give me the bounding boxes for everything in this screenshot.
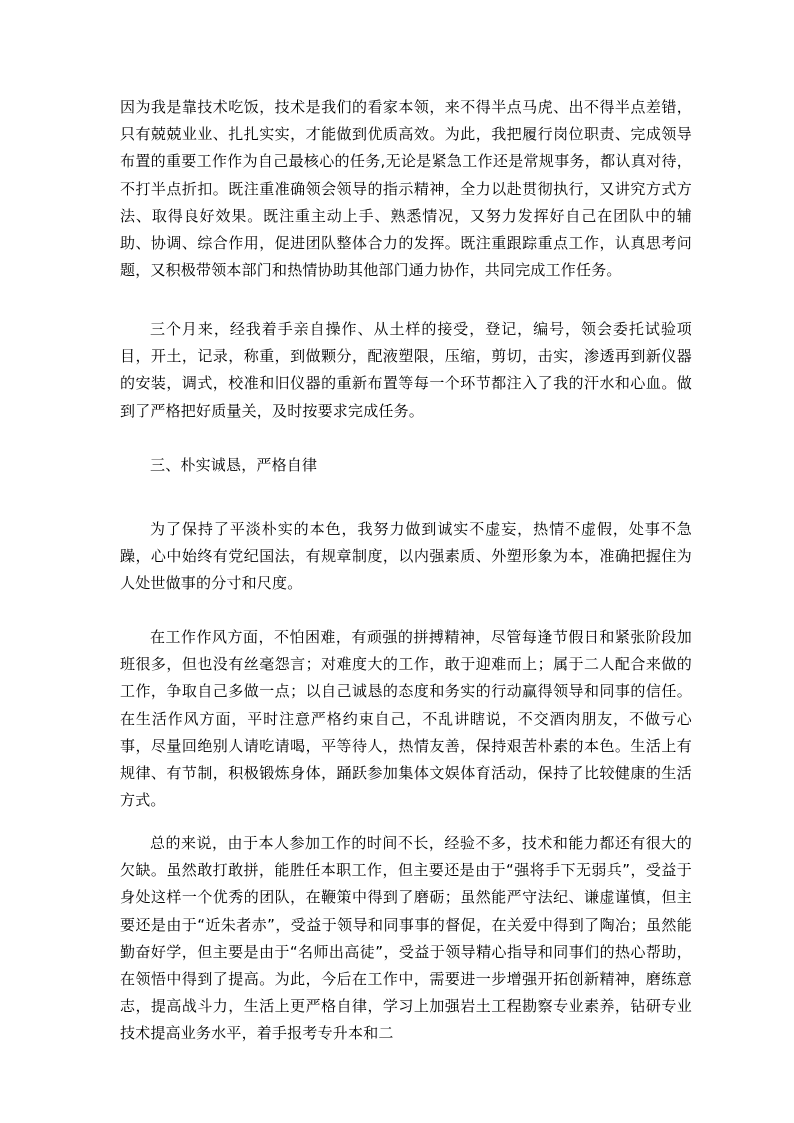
paragraph-5: 总的来说，由于本人参加工作的时间不长，经验不多，技术和能力都还有很大的欠缺。虽然敢打敢拼，能胜任本职工作，但主要还是由于“强将手下无弱兵”，受益于身处这样一个优秀的团队，在鞭策中得到了磨砺；虽然能严守法纪、谦虚谨慎，但主要还是由于“近朱者赤”，受益于领导和同事事的督促，在关爱中得到了陶冶；虽然能勤奋好学，但主要是由于“名师出高徒”，受益于领导精心指导和同事们的热心帮助，在领悟中得到了提高。为此，今后在工作中，需要进一步增强开拓创新精神，磨练意志，提高战斗力，生活上更严格自律，学习上加强岩土工程勘察专业素养，钻研专业技术提高业务水平，着手报考专升本和二 xyxy=(120,834,692,1043)
paragraph-3: 为了保持了平淡朴实的本色，我努力做到诚实不虚妄，热情不虚假，处事不急躁，心中始终有党纪国法，有规章制度，以内强素质、外塑形象为本，准确把握住为人处世做事的分寸和尺度。 xyxy=(120,520,692,593)
paragraph-4: 在工作作风方面，不怕困难，有顽强的拼搏精神，尽管每逢节假日和紧张阶段加班很多，但也没有丝毫怨言；对难度大的工作，敢于迎难而上；属于二人配合来做的工作，争取自己多做一点；以自己诚恳的态度和务实的行动赢得领导和同事的信任。在生活作风方面，平时注意严格约束自己，不乱讲瞎说，不交酒肉朋友，不做亏心事，尽量回绝别人请吃请喝，平等待人，热情友善，保持艰苦朴素的本色。生活上有规律、有节制，积极锻炼身体，踊跃参加集体文娱体育活动，保持了比较健康的生活方式。 xyxy=(120,628,692,810)
section-heading: 三、朴实诚恳，严格自律 xyxy=(150,456,318,474)
paragraph-2: 三个月来，经我着手亲自操作、从土样的接受，登记，编号，领会委托试验项目，开土，记录，称重，到做颗分，配液塑限，压缩，剪切，击实，渗透再到新仪器的安装，调式，校准和旧仪器的重新布置等每一个环节都注入了我的汗水和心血。做到了严格把好质量关，及时按要求完成任务。 xyxy=(120,320,692,420)
paragraph-1: 因为我是靠技术吃饭，技术是我们的看家本领，来不得半点马虎、出不得半点差错，只有兢兢业业、扎扎实实，才能做到优质高效。为此，我把履行岗位职责、完成领导布置的重要工作作为自己最核心的任务,无论是紧急工作还是常规事务，都认真对待，不打半点折扣。既注重准确领会领导的指示精神，全力以赴贯彻执行，又讲究方式方法、取得良好效果。既注重主动上手、熟悉情况，又努力发挥好自己在团队中的辅助、协调、综合作用，促进团队整体合力的发挥。既注重跟踪重点工作，认真思考问题，又积极带领本部门和热情协助其他部门通力协作，共同完成工作任务。 xyxy=(120,98,692,280)
